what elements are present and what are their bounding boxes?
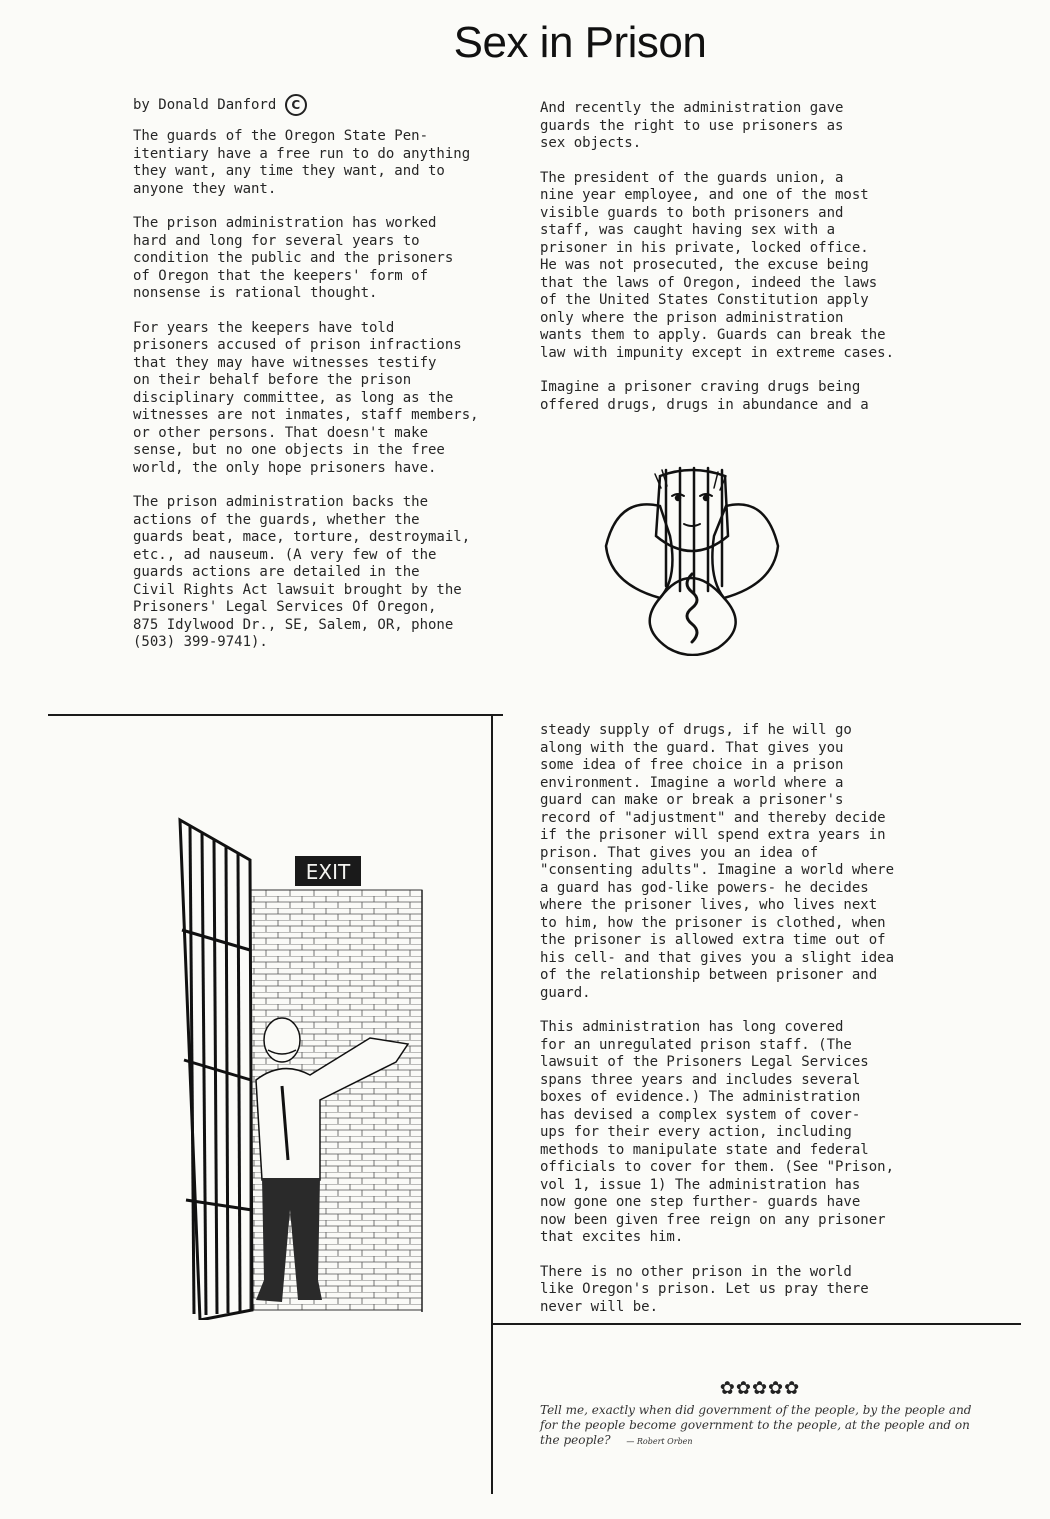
- byline: [133, 94, 503, 116]
- paragraph: For years the keepers have told prisoners accused of prison infractions that they may have witnesses testify on their behalf before the prison disciplinary committee, as long as the witnesses are not inmates, staff members, or other persons. That doesn't make sense, but no one objects in the free world, the only hope prisoners have.: [133, 319, 479, 476]
- paragraph: Imagine a prisoner craving drugs being offered drugs, drugs in abundance and a: [540, 379, 869, 413]
- hands-on-bars-illustration: [600, 466, 785, 656]
- divider-rule: [491, 714, 493, 1494]
- byline-text: by Donald Danford: [133, 97, 277, 113]
- exit-sign: EXIT: [305, 860, 351, 884]
- guard-at-exit-illustration: [170, 800, 440, 1320]
- ornament-icon: ✿✿✿✿✿: [719, 1378, 801, 1399]
- quote-text: [540, 1403, 980, 1449]
- left-top-column: [133, 94, 503, 669]
- copyright-icon: C: [285, 94, 307, 116]
- paragraph: steady supply of drugs, if he will go along with the guard. That gives you some idea of free choice in a prison environment. Imagine a world where a guard can make or break a prisoner's record of "adjustment" and thereby decide if the prisoner will spend extra years in prison. That gives you an idea of "consenting adults". Imagine a world where a guard has god-like powers- he decides where the prisoner lives, who lives next to him, how the prisoner is clothed, when the prisoner is allowed extra time out of his cell- and that gives you a slight idea of the relationship between prisoner and guard.: [540, 722, 895, 1001]
- right-bottom-column: [540, 722, 935, 1333]
- right-top-column: [540, 100, 925, 431]
- quote-box: [540, 1378, 980, 1449]
- paragraph: The prison administration has worked hard and long for several years to condition the public and the prisoners of Oregon that the keepers' form of nonsense is rational thought.: [133, 215, 454, 301]
- paragraph: This administration has long covered for an unregulated prison staff. (The lawsuit of the Prisoners Legal Services spans three years and includes several boxes of evidence.) The administration has devised a complex system of cover- ups for their every action, including methods to manipulate state and federal officials to cover for them. (See "Prison, vol 1, issue 1) The administration has now gone one step further- guards have now been given free reign on any prisoner that excites him.: [540, 1019, 895, 1245]
- quote-attribution: — Robert Orben: [626, 1437, 693, 1446]
- divider-rule: [48, 714, 503, 716]
- paragraph: The guards of the Oregon State Pen- itentiary have a free run to do anything they want, any time they want, and to anyone they want.: [133, 128, 471, 197]
- paragraph: The president of the guards union, a nine year employee, and one of the most visible guards to both prisoners and staff, was caught having sex with a prisoner in his private, locked office. He was not prosecuted, the excuse being that the laws of Oregon, indeed the laws of the United States Constitution apply only where the prison administration wants them to apply. Guards can break the law with impunity except in extreme cases.: [540, 169, 895, 361]
- quote-body: Tell me, exactly when did government of the people, by the people and for the people become government to the people, at the people and on the people?: [540, 1403, 972, 1447]
- article-title: Sex in Prison: [453, 18, 707, 67]
- paragraph: And recently the administration gave guards the right to use prisoners as sex objects.: [540, 100, 844, 151]
- paragraph: There is no other prison in the world like Oregon's prison. Let us pray there never will be.: [540, 1263, 869, 1315]
- paragraph: The prison administration backs the actions of the guards, whether the guards beat, mace, torture, destroymail, etc., ad nauseum. (A very few of the guards actions are detailed in the Civil Rights Act lawsuit brought by the Prisoners' Legal Services Of Oregon, 875 Idylwood Dr., SE, Salem, OR, phone (503) 399-9741).: [133, 494, 471, 650]
